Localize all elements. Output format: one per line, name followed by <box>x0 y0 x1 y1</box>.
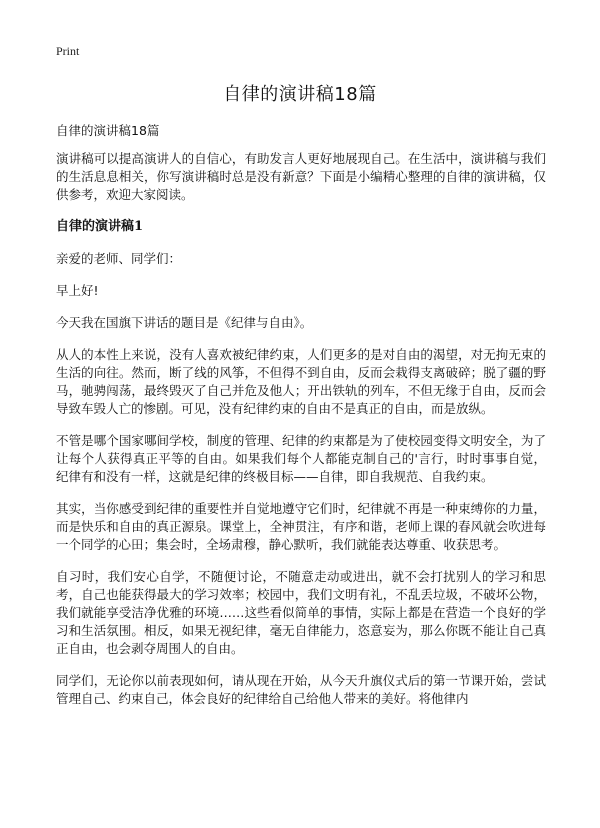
document-subtitle: 自律的演讲稿18篇 <box>56 123 160 138</box>
topic-paragraph: 今天我在国旗下讲话的题目是《纪律与自由》。 <box>56 315 313 330</box>
document-title: 自律的演讲稿18篇 <box>223 84 377 105</box>
body-paragraph: 不管是哪个国家哪间学校，制度的管理、纪律的约束都是为了使校园变得文明安全，为了让每个人获得真正平等的自由。如果我们每个人都能克制自己的'言行，时时事事自觉，纪律有和没有一样，这就是纪律的终极目标——自律，即自我规范、自我约束。 <box>56 433 546 484</box>
body-paragraph: 同学们，无论你以前表现如何，请从现在开始，从今天升旗仪式后的第一节课开始，尝试管理自己、约束自己，体会良好的纪律给自己给他人带来的美好。将他律内 <box>56 673 546 706</box>
body-paragraph: 自习时，我们安心自学，不随便讨论，不随意走动或进出，就不会打扰别人的学习和思考，自己也能获得最大的学习效率；校园中，我们文明有礼，不乱丢垃圾，不破坏公物，我们就能享受洁净优雅的环境……这些看似简单的事情，实际上都是在营造一个良好的学习和生活氛围。相反，如果无视纪律，毫无自律能力，恣意妄为，那么你既不能让自己真正自由，也会剥夺周围人的自由。 <box>56 569 546 656</box>
greeting-paragraph: 亲爱的老师、同学们： <box>56 251 182 266</box>
section-heading: 自律的演讲稿1 <box>56 219 144 234</box>
body-paragraph: 从人的本性上来说，没有人喜欢被纪律约束，人们更多的是对自由的渴望，对无拘无束的生活的向往。然而，断了线的风筝，不但得不到自由，反而会栽得支离破碎；脱了疆的野马，驰骋闯荡，最终毁灭了自己并危及他人；开出铁轨的列车，不但无缘于自由，反而会导致车毁人亡的惨剧。可见，没有纪律约束的自由不是真正的自由，而是放纵。 <box>56 347 546 416</box>
article-body <box>56 150 546 722</box>
print-link[interactable]: Print <box>56 44 80 58</box>
body-paragraph: 其实，当你感受到纪律的重要性并自觉地遵守它们时，纪律就不再是一种束缚你的力量，而是快乐和自由的真正源泉。课堂上，全神贯注，有序和谐，老师上课的春风就会吹进每一个同学的心田；集会时，全场肃穆，静心默听，我们就能表达尊重、收获思考。 <box>56 501 546 552</box>
morning-paragraph: 早上好! <box>56 283 99 298</box>
intro-paragraph: 演讲稿可以提高演讲人的自信心，有助发言人更好地展现自己。在生活中，演讲稿与我们的生活息息相关，你写演讲稿时总是没有新意？下面是小编精心整理的自律的演讲稿，仅供参考，欢迎大家阅读。 <box>56 151 546 202</box>
